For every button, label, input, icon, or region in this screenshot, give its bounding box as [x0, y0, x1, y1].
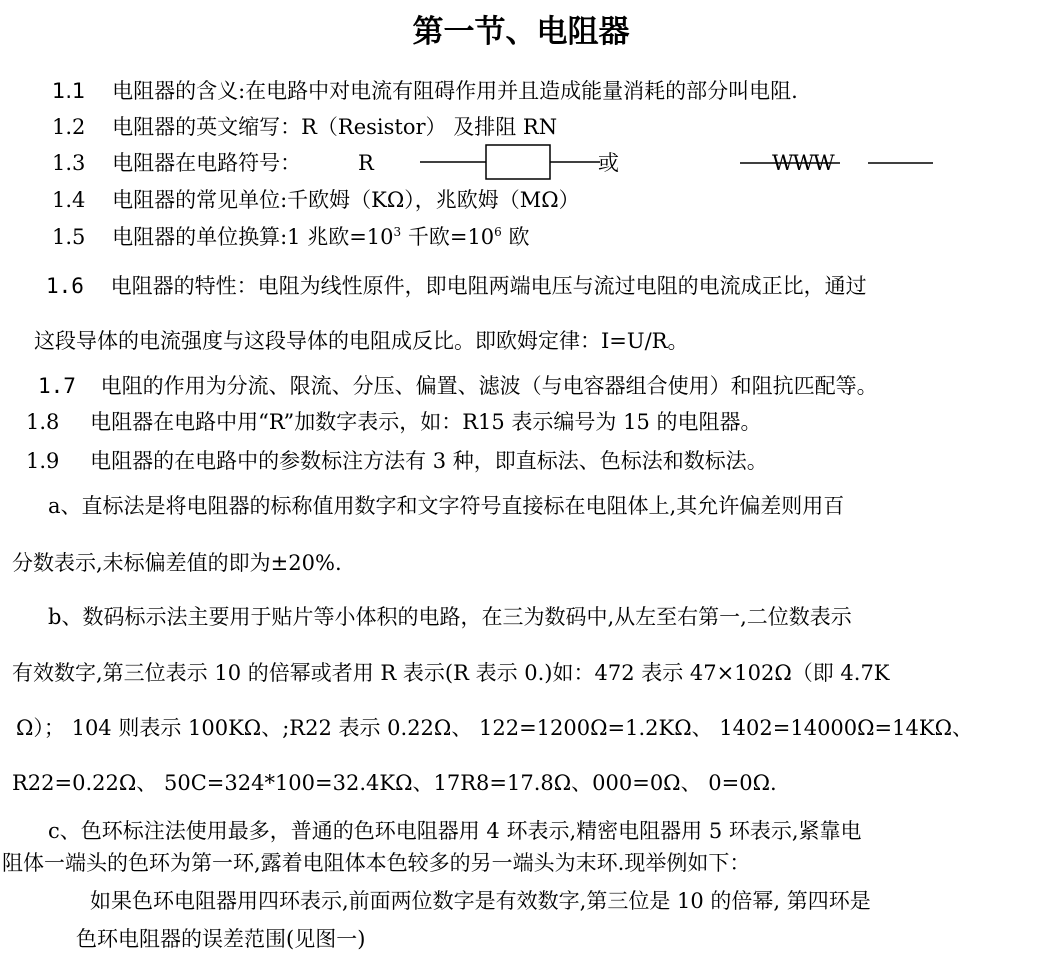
exponent: 6 — [494, 225, 502, 239]
item-number: 1.3 — [52, 151, 86, 175]
item-number: 1.5 — [52, 225, 86, 249]
item-number: 1.1 — [52, 79, 86, 103]
alt-resistor-symbol: WWW — [772, 151, 834, 175]
para-c-line-1: c、色环标注法使用最多，普通的色环电阻器用 4 环表示,精密电阻器用 5 环表示,紧靠电 — [48, 819, 862, 843]
item-text: 电阻器的特性：电阻为线性原件，即电阻两端电压与流过电阻的电流成正比，通过 — [110, 274, 867, 298]
item-1-6-continuation: 这段导体的电流强度与这段导体的电阻成反比。即欧姆定律：I=U/R。 — [34, 329, 689, 353]
item-text: 电阻器的含义:在电路中对电流有阻碍作用并且造成能量消耗的部分叫电阻. — [112, 79, 798, 103]
item-text: 电阻器在电路符号： — [112, 151, 302, 175]
para-b-line-3: Ω）； 104 则表示 100KΩ、;R22 表示 0.22Ω、 122=1200Ω=1.2KΩ、 1402=14000Ω=14KΩ、 — [16, 716, 973, 740]
exponent: 3 — [393, 225, 402, 239]
item-text: 电阻器的在电路中的参数标注方法有 3 种，即直标法、色标法和数标法。 — [90, 449, 768, 473]
resistor-symbol-icon — [420, 144, 600, 180]
para-b-line-4: R22=0.22Ω、 50C=324*100=32.4KΩ、17R8=17.8Ω、000=0Ω、 0=0Ω. — [12, 771, 777, 795]
item-1-3 — [52, 150, 301, 176]
item-1-7 — [38, 373, 878, 399]
para-a-line-1: a、直标法是将电阻器的标称值用数字和文字符号直接标在电阻体上,其允许偏差则用百 — [48, 494, 845, 518]
item-number: 1.2 — [52, 115, 86, 139]
para-c-line-2: 阻体一端头的色环为第一环,露着电阻体本色较多的另一端头为末环.现举例如下： — [2, 851, 751, 875]
item-text: 电阻器在电路中用“R”加数字表示，如：R15 表示编号为 15 的电阻器。 — [90, 410, 762, 434]
zigzag-line-icon — [740, 160, 935, 166]
para-c-line-3: 如果色环电阻器用四环表示,前面两位数字是有效数字,第三位是 10 的倍幂, 第四环是 — [90, 889, 871, 913]
item-1-5 — [52, 224, 530, 250]
item-1-1 — [52, 78, 798, 104]
item-number: 1.9 — [26, 449, 60, 473]
item-1-6 — [46, 273, 867, 299]
item-1-2 — [52, 114, 557, 140]
para-b-line-2: 有效数字,第三位表示 10 的倍幂或者用 R 表示(R 表示 0.)如：472 表示 47×102Ω（即 4.7K — [12, 661, 890, 685]
item-number: 1.4 — [52, 188, 86, 212]
symbol-or: 或 — [598, 151, 619, 175]
para-a-line-2: 分数表示,未标偏差值的即为±20%. — [12, 551, 342, 575]
item-text: 电阻器的英文缩写：R（Resistor） 及排阻 RN — [112, 115, 558, 139]
item-1-9 — [26, 448, 768, 474]
item-number: 1.7 — [38, 374, 76, 398]
item-1-4 — [52, 187, 580, 213]
para-b-line-1: b、数码标示法主要用于贴片等小体积的电路，在三为数码中,从左至右第一,二位数表示 — [48, 605, 852, 629]
item-1-8 — [26, 409, 762, 435]
item-number: 1.8 — [26, 410, 60, 434]
item-text-b: 千欧=10 — [401, 225, 495, 249]
section-title: 第一节、电阻器 — [412, 14, 630, 50]
item-number: 1.6 — [46, 274, 84, 298]
item-text-a: 电阻器的单位换算:1 兆欧=10 — [112, 225, 394, 249]
item-text: 电阻的作用为分流、限流、分压、偏置、滤波（与电容器组合使用）和阻抗匹配等。 — [100, 374, 878, 398]
item-text: 电阻器的常见单位:千欧姆（KΩ），兆欧姆（MΩ） — [112, 188, 580, 212]
symbol-letter: R — [358, 151, 374, 175]
item-text-c: 欧 — [501, 225, 530, 249]
para-c-line-4: 色环电阻器的误差范围(见图一) — [76, 927, 366, 951]
